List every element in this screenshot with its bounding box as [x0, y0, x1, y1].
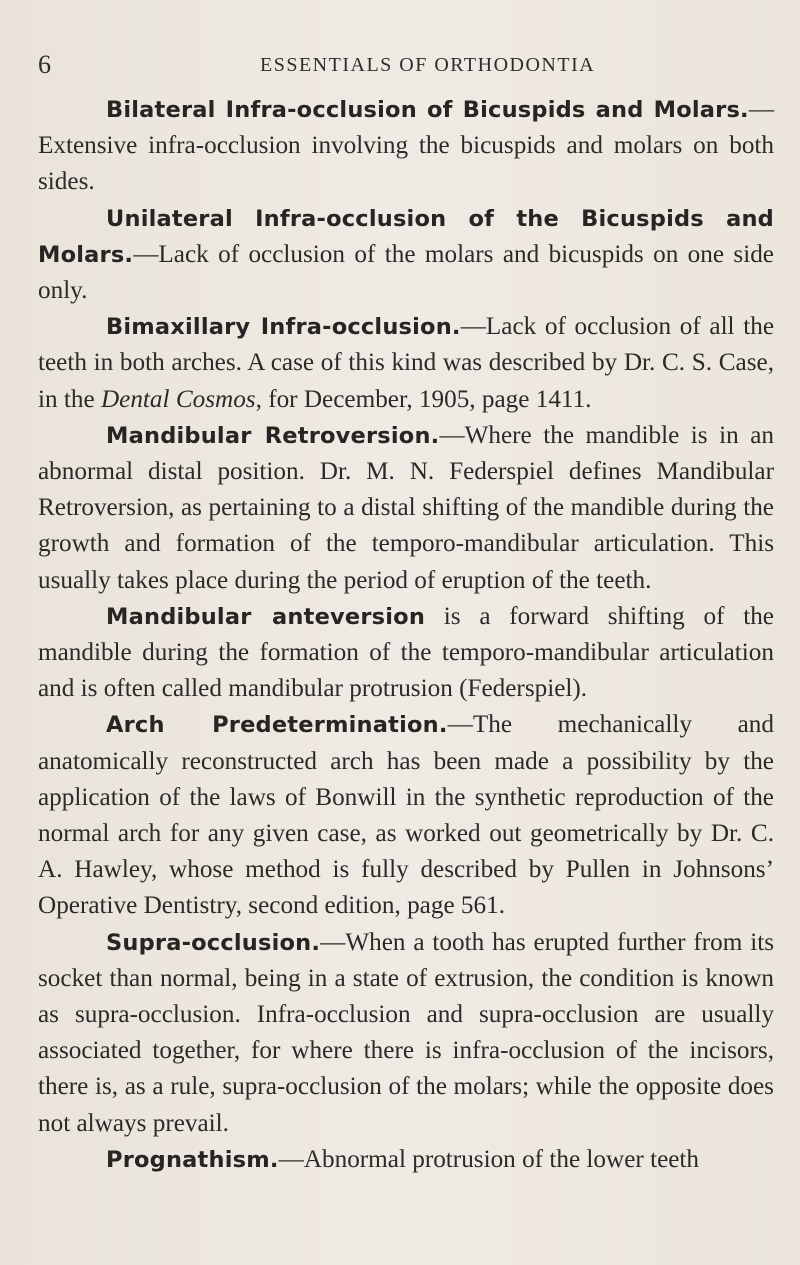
paragraph-text: is a forward shifting of the mandible during the formation of the temporo-mandibular articulation and is often called mandibular protrusion (Federspiel). [38, 602, 774, 703]
paragraph-unilateral-infra-occlusion [38, 201, 774, 310]
paragraph-text: —Where the mandible is in an abnormal distal position. Dr. M. N. Federspiel defines Mandibular Retroversion, as pertaining to a distal shifting of the mandible during the growth and formation of the temporo-mandibular articulation. This usually takes place during the period of eruption of the teeth. [38, 421, 774, 594]
paragraph-bilateral-infra-occlusion [38, 92, 774, 201]
paragraph-text: , for December, 1905, page 1411. [255, 385, 592, 413]
term-heading: Bilateral Infra-occlusion of Bicuspids and Molars. [106, 97, 749, 123]
paragraph-text: —Lack of occlusion of all the teeth in both arches. A case of this kind was described by Dr. C. S. Case, in the [38, 313, 775, 413]
paragraph-mandibular-retroversion [38, 418, 774, 599]
term-heading: Unilateral Infra-occlusion of the Bicuspids and Molars. [38, 205, 774, 268]
term-heading: Prognathism. [106, 1146, 279, 1173]
running-head: ESSENTIALS OF ORTHODONTIA [260, 54, 596, 76]
page-header [38, 50, 770, 82]
paragraph-arch-predetermination [38, 707, 774, 924]
paragraph-text: —When a tooth has erupted further from its socket than normal, being in a state of extrusion, the condition is known as supra-occlusion. Infra-occlusion and supra-occlusion are usually associated together, for where there is infra-occlusion of the incisors, there is, as a rule, supra-occlusion of the molars; while the opposite does not always prevail. [38, 928, 774, 1137]
journal-title: Dental Cosmos [100, 385, 256, 413]
term-heading: Mandibular Retroversion. [106, 422, 440, 449]
paragraph-mandibular-anteversion [38, 599, 774, 708]
term-heading: Supra-occlusion. [106, 929, 321, 956]
paragraph-bimaxillary-infra-occlusion [38, 309, 774, 418]
paragraph-text: —Lack of occlusion of the molars and bicuspids on one side only. [38, 240, 774, 305]
term-heading: Arch Predetermination. [106, 712, 448, 739]
term-heading: Mandibular anteversion [106, 603, 426, 630]
paragraph-text: —The mechanically and anatomically reconstructed arch has been made a possibility by the application of the laws of Bonwill in the synthetic reproduction of the normal arch for any given case, as worked out geometrically by Dr. C. A. Hawley, whose method is fully described by Pullen in Johnsons’ Operative Dentistry, second edition, page 561. [38, 711, 774, 920]
term-heading: Bimaxillary Infra-occlusion. [106, 314, 461, 341]
paragraph-text: —Extensive infra-occlusion involving the bicuspids and molars on both sides. [38, 96, 774, 196]
paragraph-supra-occlusion [38, 925, 774, 1142]
page-number: 6 [38, 50, 51, 79]
body-text [38, 92, 774, 1178]
paragraph-prognathism [38, 1142, 774, 1178]
paragraph-text: —Abnormal protrusion of the lower teeth [278, 1145, 700, 1173]
